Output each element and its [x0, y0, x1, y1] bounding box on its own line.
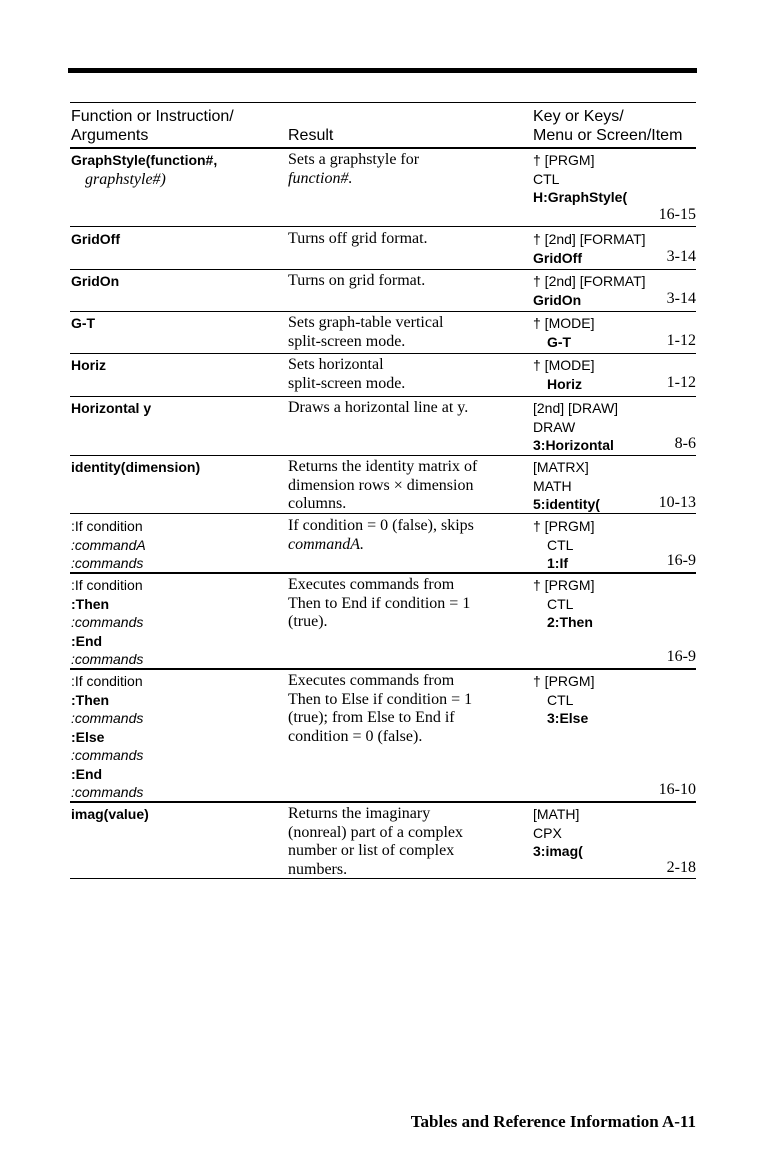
row-if-instruction: :If condition :commandA :commands — [71, 518, 146, 571]
row-g-t-page: 1-12 — [666, 332, 696, 349]
row-imag-result: Returns the imaginary (nonreal) part of a complex number or list of complex numbers. — [288, 805, 464, 878]
row-if-keys: † [PRGM] CTL 1:If — [533, 518, 595, 571]
rule — [70, 226, 696, 227]
row-if-then-else-result: Executes commands from Then to Else if condition = 1 (true); from Else to End if condition = 0 (false). — [288, 672, 473, 745]
row-if-then-else-keys: † [PRGM] CTL 3:Else — [533, 673, 595, 726]
row-gridoff-page: 3-14 — [666, 248, 696, 265]
rule — [70, 147, 696, 149]
row-imag-page: 2-18 — [666, 859, 696, 876]
rule — [70, 572, 696, 574]
rule — [70, 668, 696, 670]
row-identity-result: Returns the identity matrix of dimension rows × dimension columns. — [288, 458, 478, 512]
row-if-page: 16-9 — [666, 552, 696, 569]
rule — [70, 455, 696, 456]
row-horizontal-instruction: Horizontal y — [71, 400, 152, 416]
row-if-then-page: 16-9 — [666, 648, 696, 665]
row-imag-keys: [MATH] CPX 3:imag( — [533, 806, 583, 859]
row-graphstyle-keys: † [PRGM] CTL H:GraphStyle( — [533, 152, 628, 205]
row-identity-keys: [MATRX] MATH 5:identity( — [533, 459, 600, 512]
row-graphstyle-result: Sets a graphstyle for function#. — [288, 151, 420, 187]
rule — [70, 311, 696, 312]
row-gridon-instruction: GridOn — [71, 273, 120, 289]
row-horizontal-result: Draws a horizontal line at y. — [288, 399, 469, 416]
rule — [70, 102, 696, 103]
row-graphstyle-instruction: GraphStyle(function#, graphstyle#) — [71, 152, 218, 188]
row-if-then-result: Executes commands from Then to End if condition = 1 (true). — [288, 576, 471, 630]
row-horiz-instruction: Horiz — [71, 357, 106, 373]
row-if-then-else-page: 16-10 — [658, 781, 696, 798]
row-gridon-result: Turns on grid format. — [288, 272, 426, 289]
top-rule — [68, 68, 697, 73]
row-gridoff-result: Turns off grid format. — [288, 230, 428, 247]
row-gridon-page: 3-14 — [666, 290, 696, 307]
rule — [70, 353, 696, 354]
row-horiz-page: 1-12 — [666, 374, 696, 391]
row-gridoff-keys: † [2nd] [FORMAT] GridOff — [533, 231, 646, 266]
header-col3: Key or Keys/ Menu or Screen/Item — [533, 108, 683, 144]
row-horiz-result: Sets horizontal split-screen mode. — [288, 356, 406, 392]
page-footer: Tables and Reference Information A-11 — [410, 1112, 696, 1131]
row-horizontal-keys: [2nd] [DRAW] DRAW 3:Horizontal — [533, 400, 619, 453]
rule — [70, 396, 696, 397]
row-graphstyle-page: 16-15 — [658, 206, 696, 223]
row-gridon-keys: † [2nd] [FORMAT] GridOn — [533, 273, 646, 308]
header-col1: Function or Instruction/ Arguments — [71, 108, 234, 144]
row-horizontal-page: 8-6 — [674, 435, 696, 452]
row-identity-instruction: identity(dimension) — [71, 459, 201, 475]
header-col2: Result — [288, 127, 334, 144]
row-gridoff-instruction: GridOff — [71, 231, 120, 247]
row-imag-instruction: imag(value) — [71, 806, 149, 822]
row-horiz-keys: † [MODE] Horiz — [533, 357, 595, 392]
row-if-then-keys: † [PRGM] CTL 2:Then — [533, 577, 595, 630]
rule — [70, 269, 696, 270]
row-identity-page: 10-13 — [658, 494, 696, 511]
row-g-t-keys: † [MODE] G-T — [533, 315, 595, 350]
row-if-then-else-instruction: :If condition :Then :commands :Else :commands :End :commands — [71, 673, 144, 800]
rule — [70, 801, 696, 803]
row-g-t-result: Sets graph-table vertical split-screen mode. — [288, 314, 444, 350]
row-if-result: If condition = 0 (false), skips commandA. — [288, 517, 474, 553]
row-g-t-instruction: G-T — [71, 315, 96, 331]
row-if-then-instruction: :If condition :Then :commands :End :commands — [71, 577, 144, 667]
